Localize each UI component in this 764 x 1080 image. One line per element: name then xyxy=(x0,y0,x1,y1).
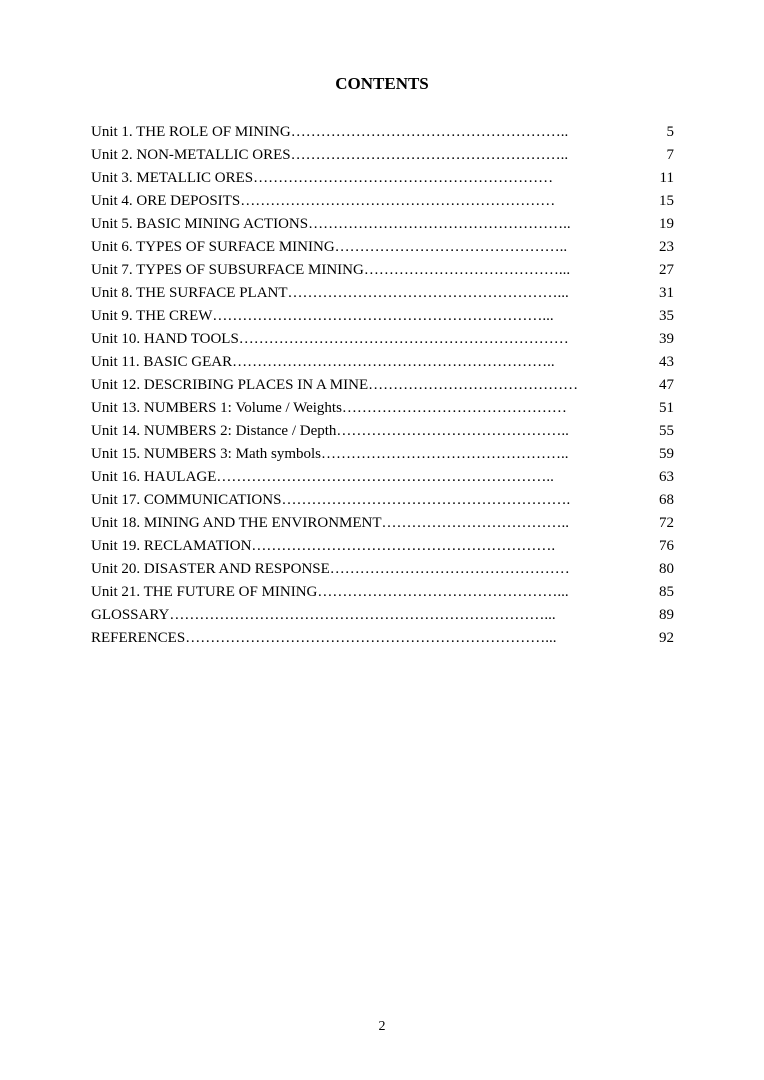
page-number: 2 xyxy=(378,1019,386,1034)
toc-leader-dots: ……………………………….. xyxy=(381,515,570,531)
toc-leader-dots: ……………………………………… xyxy=(341,400,567,416)
toc-entry-text xyxy=(91,420,640,443)
toc-entry-title: Unit 7. TYPES OF SUBSURFACE MINING xyxy=(91,262,364,278)
toc-entry-title: Unit 18. MINING AND THE ENVIRONMENT xyxy=(91,515,382,531)
toc-leader-dots: ……………………………………………………… xyxy=(240,193,556,209)
toc-entry-text xyxy=(91,236,640,259)
toc-entry-title: Unit 16. HAULAGE xyxy=(91,469,217,485)
toc-leader-dots: …………………………………………………. xyxy=(281,492,571,508)
toc-leader-dots: …………………………………………………………... xyxy=(212,308,554,324)
toc-entry-text xyxy=(91,627,640,650)
toc-entry-title: Unit 12. DESCRIBING PLACES IN A MINE xyxy=(91,377,369,393)
toc-entry-text xyxy=(91,190,640,213)
toc-entry-title: REFERENCES xyxy=(91,630,186,646)
toc-entry-page: 76 xyxy=(659,538,674,554)
toc-entry-page: 19 xyxy=(659,216,674,232)
toc-leader-dots: ……………………………………………………. xyxy=(251,538,556,554)
toc-entry-page: 55 xyxy=(659,423,674,439)
toc-leader-dots: ………………………………………………………… xyxy=(238,331,569,347)
toc-entry-title: Unit 4. ORE DEPOSITS xyxy=(91,193,241,209)
toc-entry-text xyxy=(91,305,640,328)
toc-entry-text xyxy=(91,167,640,190)
toc-entry-title: Unit 14. NUMBERS 2: Distance / Depth xyxy=(91,423,337,439)
toc-leader-dots: …………………………………... xyxy=(363,262,571,278)
toc-leader-dots: ……………………………………………….. xyxy=(290,147,569,163)
toc-entry[interactable] xyxy=(91,121,674,144)
toc-entry-page: 35 xyxy=(659,308,674,324)
toc-leader-dots: …………………………………………………………………... xyxy=(169,607,556,623)
toc-entry[interactable] xyxy=(91,144,674,167)
toc-entry[interactable] xyxy=(91,236,674,259)
page-title: CONTENTS xyxy=(335,74,429,93)
toc-entry-page: 43 xyxy=(659,354,674,370)
toc-entry[interactable] xyxy=(91,535,674,558)
toc-leader-dots: ……………………………………………….. xyxy=(290,124,569,140)
toc-entry-page: 92 xyxy=(659,630,674,646)
toc-leader-dots: …………………………………… xyxy=(368,377,579,393)
toc-entry[interactable] xyxy=(91,558,674,581)
table-of-contents xyxy=(91,121,674,650)
toc-leader-dots: …………………………………………………… xyxy=(253,170,554,186)
toc-entry-page: 11 xyxy=(659,170,674,186)
toc-entry-page: 89 xyxy=(659,607,674,623)
toc-entry-page: 72 xyxy=(659,515,674,531)
toc-entry[interactable] xyxy=(91,190,674,213)
toc-entry-text xyxy=(91,581,640,604)
toc-entry-page: 15 xyxy=(659,193,674,209)
toc-entry-text xyxy=(91,213,640,236)
toc-entry-text xyxy=(91,466,640,489)
toc-leader-dots: ……………………………………………………….. xyxy=(232,354,555,370)
toc-entry-text xyxy=(91,535,640,558)
toc-entry-page: 59 xyxy=(659,446,674,462)
toc-entry-title: GLOSSARY xyxy=(91,607,170,623)
toc-leader-dots: …………………………………………... xyxy=(317,584,569,600)
toc-entry-page: 47 xyxy=(659,377,674,393)
toc-entry[interactable] xyxy=(91,604,674,627)
toc-entry[interactable] xyxy=(91,466,674,489)
toc-entry-page: 51 xyxy=(659,400,674,416)
toc-entry[interactable] xyxy=(91,328,674,351)
toc-entry[interactable] xyxy=(91,420,674,443)
toc-leader-dots: ……………………………………….. xyxy=(336,423,569,439)
toc-entry-text xyxy=(91,328,640,351)
toc-entry-page: 31 xyxy=(659,285,674,301)
toc-entry[interactable] xyxy=(91,581,674,604)
toc-entry-text xyxy=(91,604,640,627)
toc-entry-page: 80 xyxy=(659,561,674,577)
toc-entry-title: Unit 20. DISASTER AND RESPONSE xyxy=(91,561,330,577)
toc-entry-text xyxy=(91,144,640,167)
toc-entry[interactable] xyxy=(91,305,674,328)
toc-entry-page: 7 xyxy=(666,147,674,163)
toc-entry[interactable] xyxy=(91,374,674,397)
toc-entry-title: Unit 11. BASIC GEAR xyxy=(91,354,233,370)
toc-entry-page: 5 xyxy=(666,124,674,140)
toc-entry-title: Unit 5. BASIC MINING ACTIONS xyxy=(91,216,309,232)
toc-entry-page: 23 xyxy=(659,239,674,255)
toc-entry[interactable] xyxy=(91,259,674,282)
toc-entry-title: Unit 10. HAND TOOLS xyxy=(91,331,239,347)
toc-entry-title: Unit 8. THE SURFACE PLANT xyxy=(91,285,288,301)
toc-entry[interactable] xyxy=(91,167,674,190)
toc-entry[interactable] xyxy=(91,443,674,466)
toc-entry-text xyxy=(91,489,640,512)
toc-entry-page: 85 xyxy=(659,584,674,600)
toc-entry[interactable] xyxy=(91,512,674,535)
toc-entry-title: Unit 6. TYPES OF SURFACE MINING xyxy=(91,239,335,255)
toc-entry-title: Unit 19. RECLAMATION xyxy=(91,538,252,554)
toc-entry-title: Unit 3. METALLIC ORES xyxy=(91,170,254,186)
toc-entry[interactable] xyxy=(91,213,674,236)
toc-leader-dots: ………………………………………….. xyxy=(321,446,569,462)
toc-entry[interactable] xyxy=(91,282,674,305)
toc-entry-page: 68 xyxy=(659,492,674,508)
toc-entry-text xyxy=(91,351,640,374)
toc-leader-dots: ……………………………………….. xyxy=(334,239,568,255)
toc-entry-text xyxy=(91,443,640,466)
toc-entry-text xyxy=(91,374,640,397)
toc-leader-dots: …………………………………………….. xyxy=(308,216,571,232)
toc-entry-page: 63 xyxy=(659,469,674,485)
toc-entry-title: Unit 2. NON-METALLIC ORES xyxy=(91,147,291,163)
toc-entry-text xyxy=(91,282,640,305)
toc-entry[interactable] xyxy=(91,627,674,650)
toc-entry-title: Unit 15. NUMBERS 3: Math symbols xyxy=(91,446,322,462)
toc-entry-text xyxy=(91,512,640,535)
toc-entry-page: 27 xyxy=(659,262,674,278)
toc-entry-text xyxy=(91,121,640,144)
toc-leader-dots: ………………………………………………………………... xyxy=(185,630,557,646)
toc-entry[interactable] xyxy=(91,489,674,512)
toc-entry-text xyxy=(91,397,640,420)
toc-entry-title: Unit 9. THE CREW xyxy=(91,308,213,324)
toc-entry-text xyxy=(91,558,640,581)
toc-entry-text xyxy=(91,259,640,282)
toc-leader-dots: ………………………………………… xyxy=(329,561,570,577)
toc-entry-title: Unit 17. COMMUNICATIONS xyxy=(91,492,282,508)
toc-entry-page: 39 xyxy=(659,331,674,347)
toc-leader-dots: ………………………………………………………….. xyxy=(216,469,554,485)
toc-entry[interactable] xyxy=(91,351,674,374)
toc-entry-title: Unit 13. NUMBERS 1: Volume / Weights xyxy=(91,400,342,416)
toc-entry-title: Unit 1. THE ROLE OF MINING xyxy=(91,124,291,140)
toc-entry-title: Unit 21. THE FUTURE OF MINING xyxy=(91,584,318,600)
toc-entry[interactable] xyxy=(91,397,674,420)
toc-leader-dots: ………………………………………………... xyxy=(287,285,569,301)
